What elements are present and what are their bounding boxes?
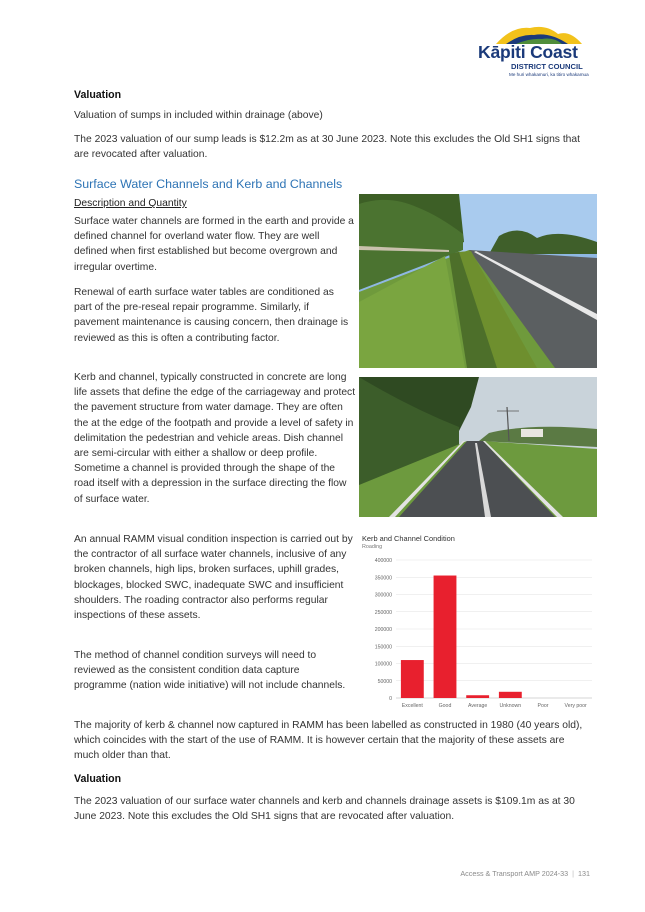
bar-excellent (401, 660, 424, 698)
y-tick-label: 100000 (374, 661, 392, 668)
bar-good (434, 576, 457, 698)
country-road-photo (359, 377, 597, 517)
desc-para-3: Kerb and channel, typically constructed in concrete are long life assets that define the edge of the carriageway and protect the pavement structure from water damage. They are often the at the edge of the footpath and provide a level of safety in delimitation the pedestrian and vehicle areas. Dish channel are semi-circular with either a shallow or deep profile. Sometime a channel is provided through the shape of the road itself with a depression in the surface directing the flow of surface water. (74, 372, 356, 505)
y-tick-label: 50000 (377, 678, 392, 685)
y-tick-label: 350000 (374, 575, 392, 582)
x-tick-label: Excellent (401, 703, 423, 709)
desc-para-1: Surface water channels are formed in the earth and provide a defined channel for overland water flow. They are well defined when first established but become overgrown and irregular overtime. (74, 216, 354, 273)
section-heading-channels: Surface Water Channels and Kerb and Channels (74, 177, 343, 191)
chart-title: Kerb and Channel Condition (362, 534, 455, 543)
valuation-heading-1: Valuation (74, 89, 122, 101)
y-tick-label: 150000 (374, 644, 392, 651)
description-subheading: Description and Quantity (74, 198, 187, 209)
bar-unknown (499, 692, 522, 698)
page-number: 131 (578, 869, 590, 878)
kerb-channel-condition-chart (356, 530, 596, 710)
logo-name: Kāpiti Coast (478, 42, 578, 62)
road-swale-photo (359, 194, 597, 368)
x-tick-label: Poor (537, 703, 549, 709)
valuation-para-1: Valuation of sumps in included within drainage (above) (74, 110, 323, 121)
council-logo (472, 22, 600, 84)
desc-para-2: Renewal of earth surface water tables are conditioned as part of the pre-reseal repair programme. Similarly, if pavement maintenance is causing concern, then drainage is reviewed as this is often a contributing factor. (74, 287, 349, 344)
bar-average (466, 695, 489, 698)
chart-subtitle: Roading (362, 544, 383, 550)
y-tick-label: 250000 (374, 609, 392, 616)
y-tick-label: 300000 (374, 592, 392, 599)
x-tick-label: Very poor (564, 703, 587, 709)
x-tick-label: Average (468, 703, 488, 709)
valuation-heading-2: Valuation (74, 773, 122, 785)
valuation-para-2: The 2023 valuation of our sump leads is $12.2m as at 30 June 2023. Note this excludes the Old SH1 signs that are revocated after valuation. (74, 134, 580, 161)
desc-para-6: The majority of kerb & channel now captured in RAMM has been labelled as constructed in 1980 (40 years old), which coincides with the start of the use of RAMM. It is however certain that the majority of these assets are much older than that. (74, 720, 583, 762)
chart-plot (356, 552, 596, 710)
x-tick-label: Unknown (499, 703, 522, 709)
footer-doc-title: Access & Transport AMP 2024-33 (460, 869, 569, 878)
logo-tagline: Me huri whakamuri, ka titiro whakamua (509, 72, 589, 77)
x-tick-label: Good (438, 703, 452, 709)
footer-separator: | (572, 869, 574, 878)
y-tick-label: 400000 (374, 558, 392, 564)
y-tick-label: 200000 (374, 627, 392, 633)
logo-subtitle: DISTRICT COUNCIL (511, 62, 583, 71)
valuation-para-3: The 2023 valuation of our surface water channels and kerb and channels drainage assets is $109.1m as at 30 June 2023. Note this excludes the Old SH1 signs that are revocated after valuation. (74, 796, 575, 823)
desc-para-5: The method of channel condition surveys will need to reviewed as the consistent condition data capture programme (nation wide initiative) will not include channels. (74, 650, 346, 692)
page-footer (460, 869, 590, 878)
y-tick-label: 0 (389, 696, 392, 702)
desc-para-4: An annual RAMM visual condition inspection is carried out by the contractor of all surface water channels, inclusive of any broken channels, high lips, broken surfaces, uphill grades, blockages, blocked SWC, inadequate SWC and insufficient shoulders. The roading contractor also performs regular inspections of these assets. (74, 534, 353, 622)
